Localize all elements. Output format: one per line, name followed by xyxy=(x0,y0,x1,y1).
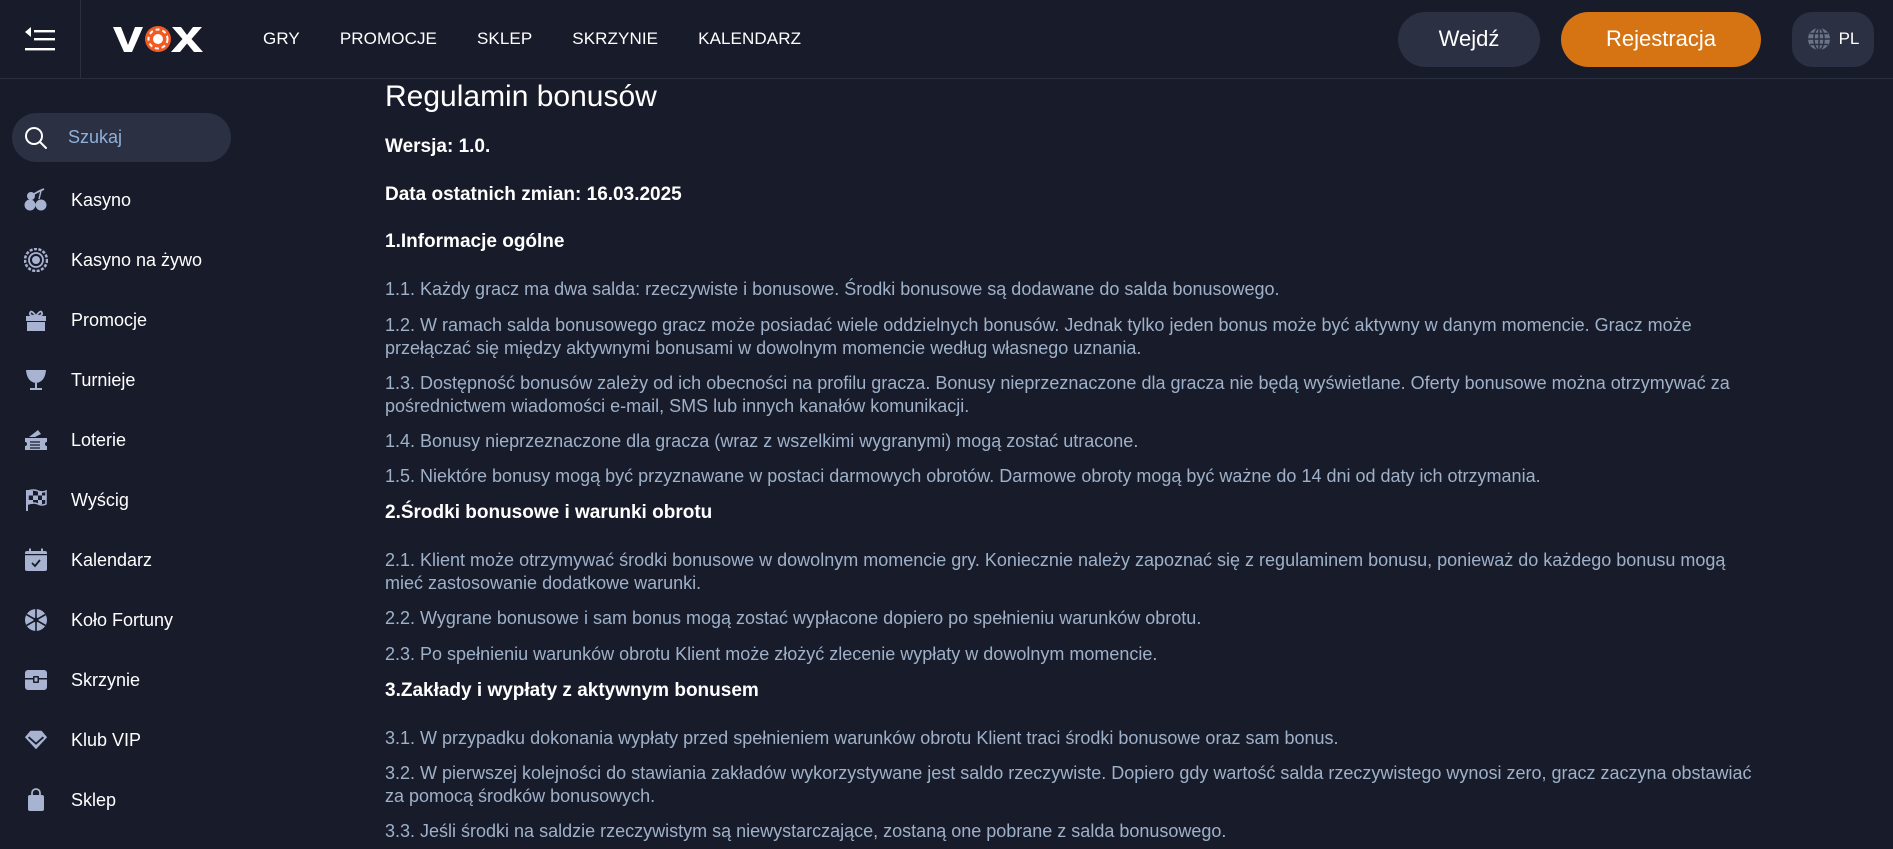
wheel-icon xyxy=(24,608,48,632)
search-box[interactable] xyxy=(12,113,231,162)
header-actions xyxy=(1398,12,1874,67)
nav-kalendarz[interactable]: KALENDARZ xyxy=(698,29,802,48)
cherry-icon xyxy=(24,188,48,212)
checkered-flag-icon xyxy=(24,488,48,512)
sidebar-item-label: Koło Fortuny xyxy=(71,609,174,630)
paragraph: 1.5. Niektóre bonusy mogą być przyznawane w postaci darmowych obrotów. Darmowe obroty mogą być ważne do 14 dni od daty ich otrzymania. xyxy=(385,466,1541,486)
sidebar-item-label: Kasyno xyxy=(71,189,132,210)
sidebar-item-label: Skrzynie xyxy=(71,669,141,690)
lottery-ticket-icon xyxy=(24,428,48,452)
collapse-sidebar-button[interactable] xyxy=(0,0,81,79)
sidebar-item-sklep[interactable] xyxy=(24,780,116,820)
sidebar-item-skrzynie[interactable] xyxy=(24,660,140,700)
paragraph: 1.2. W ramach salda bonusowego gracz może posiadać wiele oddzielnych bonusów. Jednak tylko jeden bonus może być aktywny w danym momencie. Gracz może przełączać się między aktywnymi bonusami w dowolnym momencie według własnego uznania. xyxy=(385,315,1692,358)
chest-icon xyxy=(24,668,48,692)
sidebar-item-label: Turnieje xyxy=(71,369,136,390)
nav-skrzynie[interactable]: SKRZYNIE xyxy=(572,29,659,48)
menu-collapse-icon xyxy=(23,25,57,53)
register-button[interactable]: Rejestracja xyxy=(1561,12,1761,67)
section-heading: 2.Środki bonusowe i warunki obrotu xyxy=(385,502,713,523)
search-input[interactable] xyxy=(68,127,208,148)
nav-gry[interactable]: GRY xyxy=(263,29,300,48)
sidebar-item-kolo-fortuny[interactable] xyxy=(24,600,173,640)
paragraph: 2.2. Wygrane bonusowe i sam bonus mogą zostać wypłacone dopiero po spełnieniu warunków obrotu. xyxy=(385,608,1202,628)
login-button[interactable]: Wejdź xyxy=(1398,12,1540,67)
sidebar-item-klub-vip[interactable] xyxy=(24,720,141,760)
sidebar-item-promocje[interactable] xyxy=(24,300,147,340)
chip-icon xyxy=(24,248,48,272)
document-version: Wersja: 1.0. xyxy=(385,136,491,157)
paragraph: 2.3. Po spełnieniu warunków obrotu Klient może złożyć zlecenie wypłaty w dowolnym momencie. xyxy=(385,644,1158,664)
sidebar-item-wyscig[interactable] xyxy=(24,480,129,520)
paragraph: 1.4. Bonusy nieprzeznaczone dla gracza (wraz z wszelkimi wygranymi) mogą zostać utracone. xyxy=(385,431,1139,451)
sidebar-item-label: Kasyno na żywo xyxy=(71,249,203,270)
sidebar-item-label: Klub VIP xyxy=(71,729,142,750)
diamond-icon xyxy=(24,728,48,752)
page-title: Regulamin bonusów xyxy=(385,80,657,113)
paragraph: 3.2. W pierwszej kolejności do stawiania zakładów wykorzystywane jest saldo rzeczywiste. Dopiero gdy wartość salda rzeczywistego wynosi zero, gracz zaczyna obstawiać za pomocą środków bonusowych. xyxy=(385,763,1752,806)
trophy-icon xyxy=(24,368,48,392)
search-icon xyxy=(24,126,48,150)
section-heading: 3.Zakłady i wypłaty z aktywnym bonusem xyxy=(385,680,759,701)
document-last-changed: Data ostatnich zmian: 16.03.2025 xyxy=(385,184,682,205)
vox-logo[interactable] xyxy=(112,24,204,54)
vox-logo-icon xyxy=(112,24,204,54)
paragraph: 2.1. Klient może otrzymywać środki bonusowe w dowolnym momencie gry. Koniecznie należy zapoznać się z regulaminem bonusu, ponieważ do każdego bonusu mogą mieć zastosowanie dodatkowe warunki. xyxy=(385,550,1726,593)
paragraph: 3.3. Jeśli środki na saldzie rzeczywistym są niewystarczające, zostaną one pobrane z salda bonusowego. xyxy=(385,821,1227,841)
paragraph: 1.1. Każdy gracz ma dwa salda: rzeczywiste i bonusowe. Środki bonusowe są dodawane do salda bonusowego. xyxy=(385,279,1280,299)
sidebar-item-label: Wyścig xyxy=(71,489,129,510)
sidebar-item-kasyno-na-zywo[interactable] xyxy=(24,240,202,280)
sidebar-item-label: Sklep xyxy=(71,789,117,810)
section-heading: 1.Informacje ogólne xyxy=(385,231,565,252)
sidebar-item-label: Promocje xyxy=(71,309,148,330)
sidebar-item-label: Kalendarz xyxy=(71,549,153,570)
paragraph: 1.3. Dostępność bonusów zależy od ich obecności na profilu gracza. Bonusy nieprzeznaczone dla gracza nie będą wyświetlane. Oferty bonusowe można otrzymywać za pośrednictwem wiadomości e-mail, SMS lub innych kanałów komunikacji. xyxy=(385,373,1730,416)
nav-promocje[interactable]: PROMOCJE xyxy=(339,29,437,48)
main-nav xyxy=(263,29,841,49)
calendar-check-icon xyxy=(24,548,48,572)
sidebar-item-kasyno[interactable] xyxy=(24,180,131,220)
paragraph: 3.1. W przypadku dokonania wypłaty przed spełnieniem warunków obrotu Klient traci środki bonusowe oraz sam bonus. xyxy=(385,728,1339,748)
sidebar-item-kalendarz[interactable] xyxy=(24,540,152,580)
shopping-bag-icon xyxy=(24,788,48,812)
globe-icon xyxy=(1807,27,1831,51)
sidebar xyxy=(0,80,250,849)
sidebar-item-label: Loterie xyxy=(71,429,127,450)
language-code: PL xyxy=(1838,29,1860,48)
top-header xyxy=(0,0,1893,79)
sidebar-item-turnieje[interactable] xyxy=(24,360,135,400)
gift-icon xyxy=(24,308,48,332)
nav-sklep[interactable]: SKLEP xyxy=(476,29,533,48)
sidebar-item-loterie[interactable] xyxy=(24,420,126,460)
language-selector[interactable] xyxy=(1792,12,1874,67)
